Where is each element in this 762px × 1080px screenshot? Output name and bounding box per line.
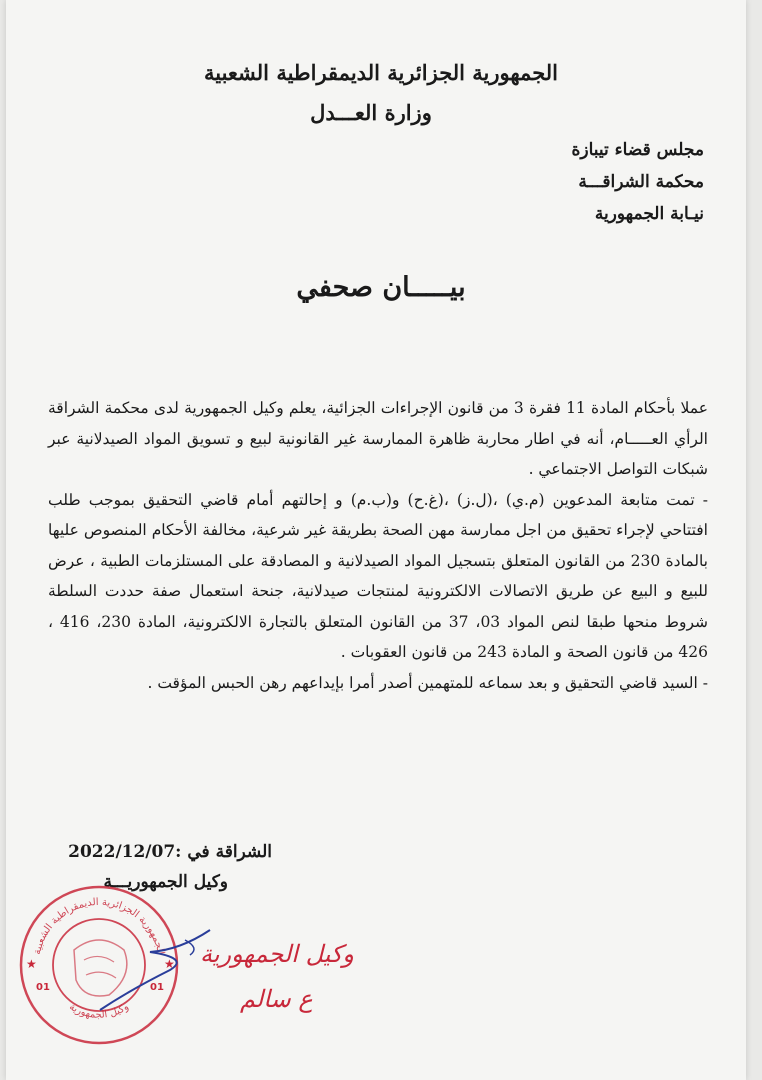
paragraph-prosecution: - تمت متابعة المدعوين (م.ي) ،(ل.ز) ،(غ.ح) و(ب.م) و إحالتهم أمام قاضي التحقيق بموجب طلب افتتاحي لإجراء تحقيق من اجل ممارسة مهن الصحة بطريقة غير شرعية، مخالفة الأحكام المنصوص عليها بالمادة 230 من القانون المتعلق بتسجيل المواد الصيدلانية و المصادقة على المستلزمات الطبية ، عرض للبيع و البيع عن طريق الاتصالات الالكترونية لمنتجات صيدلانية، جنحة استعمال صفة حددت السلطة شروط منحها طبقا لنص المواد 03، 37 من القانون المتعلق بالتجارة الالكترونية، المادة 230، 416 ، 426 من قانون الصحة و المادة 243 من قانون العقوبات .: [48, 490, 709, 661]
star-icon: ★: [26, 957, 37, 971]
stamp-right-number: 01: [150, 982, 164, 993]
court-council: مجلس قضاء تيبازة: [571, 140, 704, 160]
handwritten-title: وكيل الجمهورية: [200, 940, 355, 968]
republic-header: الجمهورية الجزائرية الديمقراطية الشعبية: [203, 60, 558, 85]
ministry-header: وزارة العـــدل: [310, 100, 432, 125]
statement-body: [48, 393, 708, 698]
paragraph-intro: عملا بأحكام المادة 11 فقرة 3 من قانون الإجراءات الجزائية، يعلم وكيل الجمهورية لدى محكمة الشراقة الرأي العـــــام، أنه في اطار محاربة ظاهرة الممارسة غير القانونية لبيع و تسويق المواد الصيدلانية عبر شبكات التواصل الاجتماعي .: [48, 399, 708, 478]
court-name: محكمة الشراقـــة: [578, 172, 704, 192]
signatory-title: وكيل الجمهوريـــة: [103, 872, 228, 892]
prosecution-office: نيـابة الجمهورية: [594, 204, 704, 224]
stamp-bottom-text: وكيل الجمهورية: [67, 1001, 131, 1021]
handwritten-name: ع سالم: [240, 985, 313, 1013]
paragraph-detention: - السيد قاضي التحقيق و بعد سماعه للمتهمين أصدر أمرا بإيداعهم رهن الحبس المؤقت .: [147, 673, 708, 692]
stamp-left-number: 01: [36, 982, 50, 993]
document-title: بيـــــان صحفي: [296, 272, 466, 303]
stamp-top-text: الجمهورية الجزائرية الديمقراطية الشعبية: [31, 896, 167, 956]
date-line: الشراقة في :2022/12/07: [68, 842, 272, 862]
star-icon: ★: [164, 957, 175, 971]
